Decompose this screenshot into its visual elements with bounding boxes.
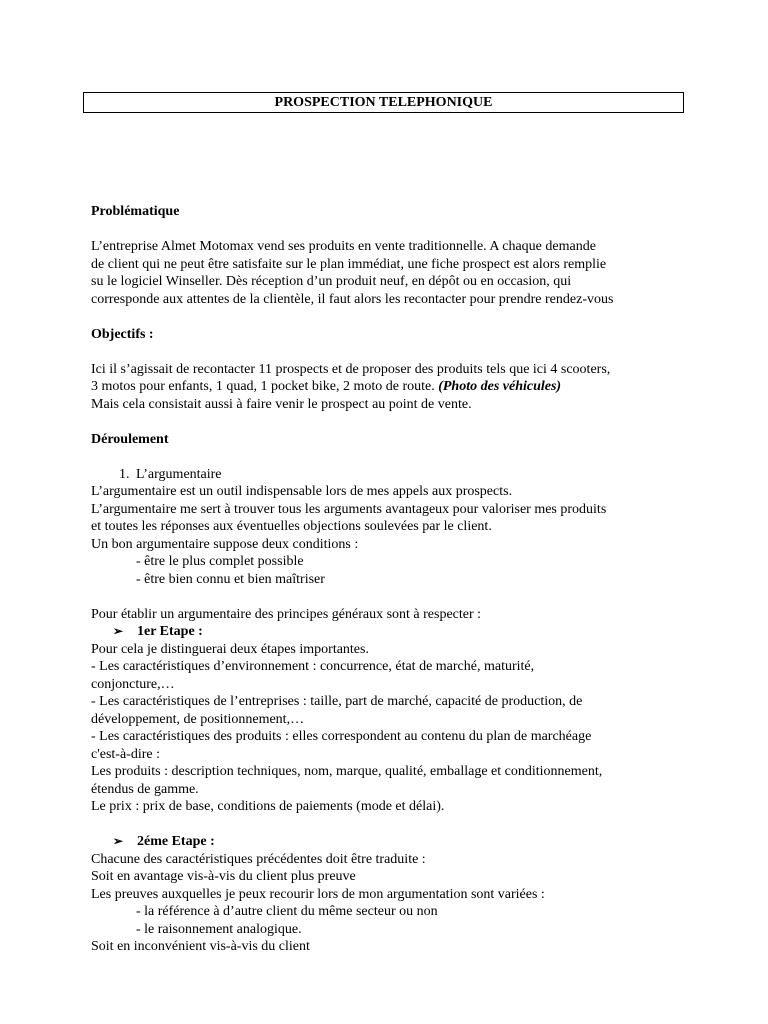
step-heading-2 (91, 833, 691, 851)
arrow-bullet-icon: ➢ (113, 624, 124, 638)
photo-note: (Photo des véhicules) (438, 379, 562, 394)
paragraph-line: Chacune des caractéristiques précédentes doit être traduite : (91, 851, 426, 867)
document-title: PROSPECTION TELEPHONIQUE (83, 92, 684, 113)
list-number: 1. (119, 466, 130, 482)
paragraph-line: Soit en inconvénient vis-à-vis du client (91, 939, 310, 954)
list-item (91, 466, 691, 484)
paragraph-line: L’argumentaire me sert à trouver tous les arguments avantageux pour valoriser mes produits (91, 501, 607, 517)
paragraph-line (91, 378, 691, 396)
step-heading-1 (91, 623, 691, 641)
proof-item: - la référence à d’autre client du même secteur ou non (136, 904, 438, 919)
paragraph-line: L’argumentaire est un outil indispensable lors de mes appels aux prospects. (91, 484, 513, 499)
paragraph-line: Les preuves auxquelles je peux recourir lors de mon argumentation sont variées : (91, 886, 545, 902)
document-body (91, 203, 691, 956)
paragraph-line: L’entreprise Almet Motomax vend ses produits en vente traditionnelle. A chaque demande (91, 239, 596, 254)
heading-problematique: Problématique (91, 204, 180, 219)
paragraph-line: Mais cela consistait aussi à faire venir le prospect au point de vente. (91, 396, 472, 412)
paragraph-line: étendus de gamme. (91, 781, 199, 797)
paragraph-line: su le logiciel Winseller. Dès réception d’un produit neuf, en dépôt ou en occasion, qui (91, 274, 572, 289)
paragraph-line: et toutes les réponses aux éventuelles objections soulevées par le client. (91, 519, 492, 534)
step-label: 1er Etape : (137, 624, 203, 639)
paragraph-line: - Les caractéristiques d’environnement : concurrence, état de marché, maturité, (91, 659, 535, 674)
paragraph-line: corresponde aux attentes de la clientèle, il faut alors les recontacter pour prendre rendez-vous (91, 291, 614, 307)
heading-objectifs: Objectifs : (91, 326, 154, 342)
objectifs-text: 3 motos pour enfants, 1 quad, 1 pocket bike, 2 moto de route. (91, 379, 439, 394)
condition-item: - être le plus complet possible (136, 554, 304, 569)
paragraph-line: Ici il s’agissait de recontacter 11 prospects et de proposer des produits tels que ici 4 scooters, (91, 361, 611, 377)
step-label: 2éme Etape : (137, 834, 215, 849)
paragraph-line: Pour établir un argumentaire des principes généraux sont à respecter : (91, 606, 482, 622)
paragraph-line: Un bon argumentaire suppose deux conditions : (91, 536, 359, 552)
paragraph-line: - Les caractéristiques de l’entreprises : taille, part de marché, capacité de production, de (91, 694, 583, 709)
paragraph-line: conjoncture,… (91, 676, 175, 692)
paragraph-line: Le prix : prix de base, conditions de paiements (mode et délai). (91, 799, 445, 814)
paragraph-line: développement, de positionnement,… (91, 711, 305, 727)
heading-deroulement: Déroulement (91, 431, 169, 447)
condition-item: - être bien connu et bien maîtriser (136, 571, 325, 587)
list-item-label: L’argumentaire (136, 466, 222, 482)
paragraph-line: Pour cela je distinguerai deux étapes importantes. (91, 641, 369, 657)
paragraph-line: - Les caractéristiques des produits : elles correspondent au contenu du plan de marchéage (91, 729, 592, 744)
paragraph-line: Soit en avantage vis-à-vis du client plus preuve (91, 869, 356, 884)
paragraph-line: c'est-à-dire : (91, 746, 160, 762)
paragraph-line: de client qui ne peut être satisfaite sur le plan immédiat, une fiche prospect est alors remplie (91, 256, 607, 272)
paragraph-line: Les produits : description techniques, nom, marque, qualité, emballage et conditionnement, (91, 764, 603, 779)
proof-item: - le raisonnement analogique. (136, 921, 302, 937)
arrow-bullet-icon: ➢ (113, 834, 124, 848)
